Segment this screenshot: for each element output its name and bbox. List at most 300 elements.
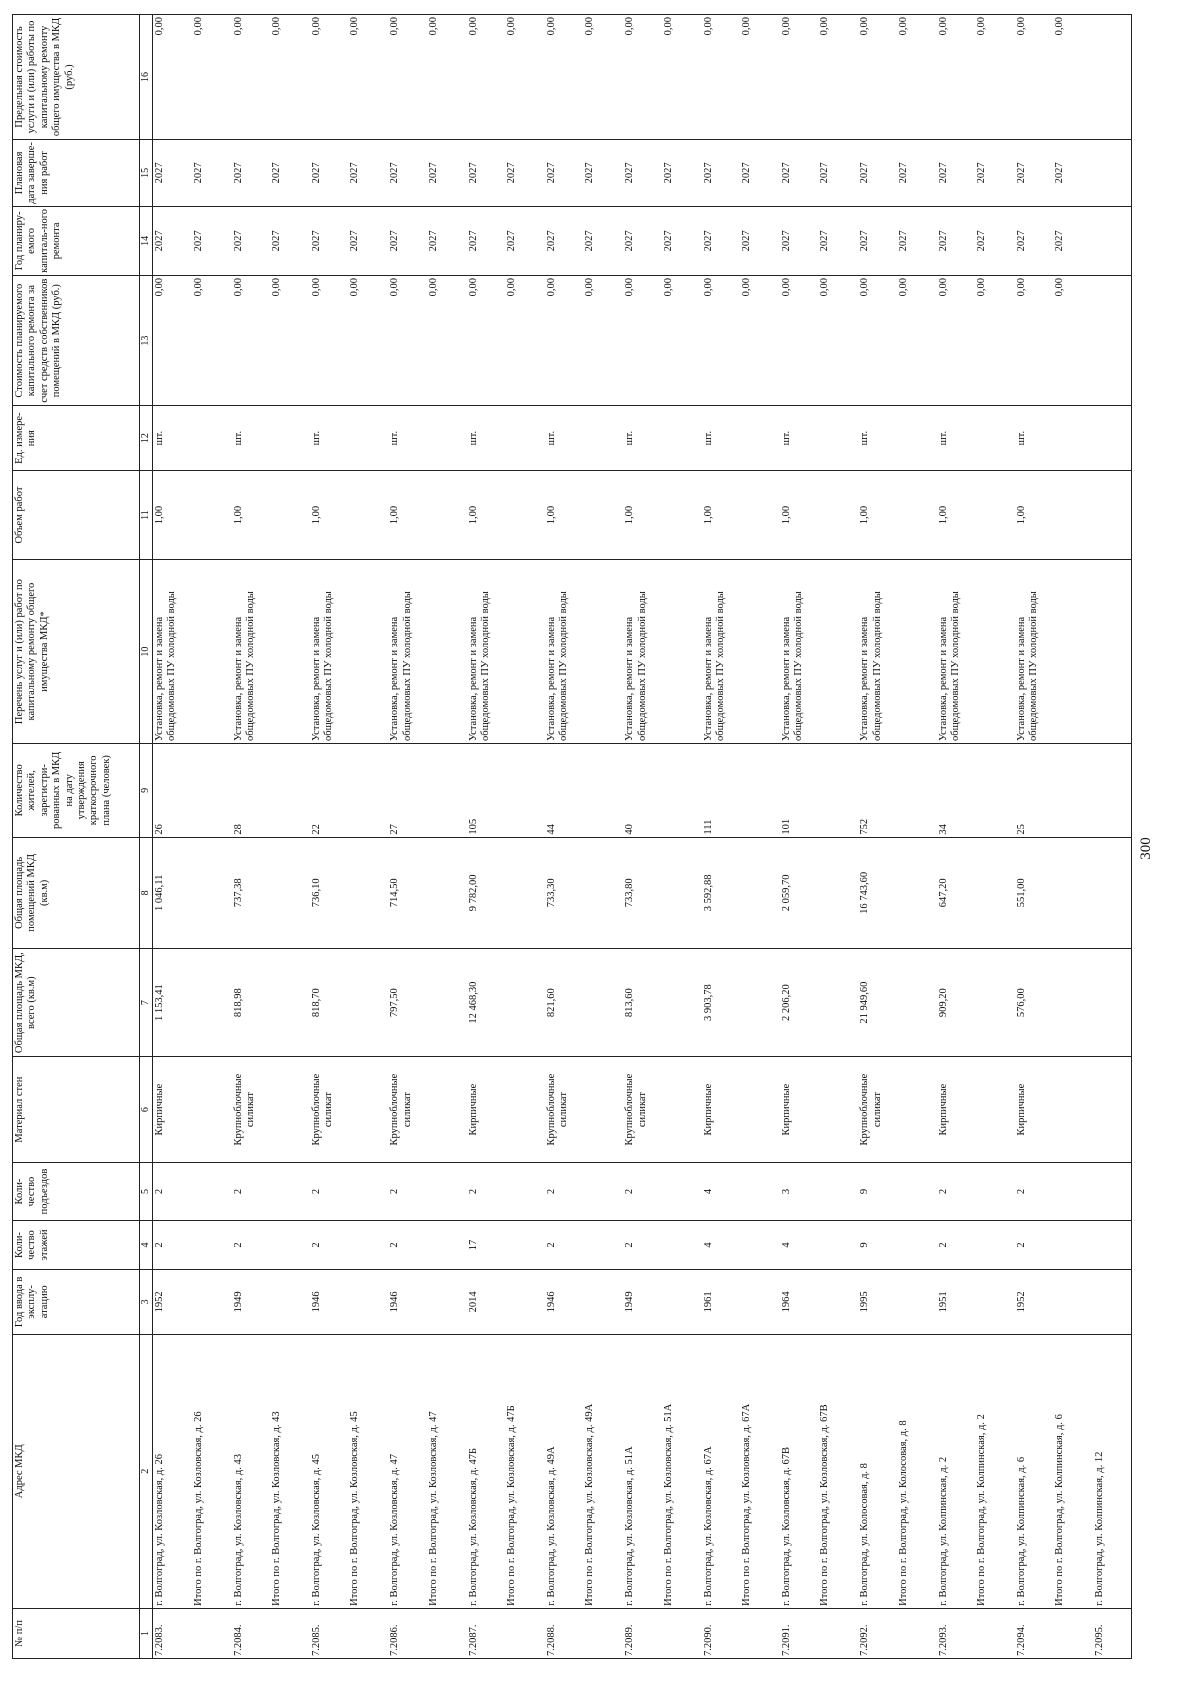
cell-floors: 2 [153,1221,192,1270]
cell-empty [505,470,545,559]
total-limit-cost: 0,00 [818,15,858,140]
cell-empty [1093,560,1131,744]
table-row [153,15,192,1659]
cell-empty [662,560,702,744]
cell-year: 1995 [858,1270,896,1335]
cell-empty [975,560,1015,744]
cell-area-rooms: 714,50 [388,837,426,948]
cell-empty [1093,206,1131,275]
cell-empty [583,1270,623,1335]
cell-empty [348,1221,388,1270]
header-cell: Год планиру-емого капиталь-ного ремонта [13,206,140,275]
total-year: 2027 [975,206,1015,275]
column-number: 1 [140,1608,153,1658]
cell-limit-cost: 0,00 [937,15,975,140]
total-year: 2027 [348,206,388,275]
cell-empty [818,406,858,471]
cell-empty [740,744,780,838]
cell-entrances: 9 [858,1163,896,1221]
cell-area-rooms: 551,00 [1015,837,1053,948]
cell-no: 7.2087. [467,1608,505,1658]
cell-empty [348,744,388,838]
cell-cost: 0,00 [388,275,426,405]
cell-empty [427,1057,467,1163]
cell-empty [505,1163,545,1221]
cell-limit-cost: 0,00 [310,15,348,140]
cell-cost: 0,00 [1015,275,1053,405]
cell-empty [975,1163,1015,1221]
cell-empty [1093,15,1131,140]
cell-empty [897,1057,937,1163]
cell-unit: шт. [937,406,975,471]
cell-year: 1952 [153,1270,192,1335]
table-row [232,15,270,1659]
total-row [192,15,232,1659]
cell-entrances: 2 [388,1163,426,1221]
cell-work: Установка, ремонт и замена общедомовых ПУ холодной воды [623,560,661,744]
total-year: 2027 [662,206,702,275]
cell-year-repair: 2027 [545,206,583,275]
header-cell: Коли-чество этажей [13,1221,140,1270]
cell-address: г. Волгоград, ул. Козловская, д. 49А [545,1334,583,1608]
cell-empty [192,1057,232,1163]
cell-empty [270,406,310,471]
cell-empty [505,1608,545,1658]
cell-empty [583,1608,623,1658]
cell-empty [1053,560,1093,744]
total-end-date: 2027 [270,139,310,206]
cell-empty [897,406,937,471]
cell-empty [1053,1057,1093,1163]
total-year: 2027 [583,206,623,275]
cell-empty [897,744,937,838]
header-cell: Плановая дата заверше-ния работ [13,139,140,206]
total-limit-cost: 0,00 [192,15,232,140]
cell-empty [897,1270,937,1335]
table-row [545,15,583,1659]
cell-empty [662,949,702,1057]
cell-empty [192,949,232,1057]
cell-empty [427,1270,467,1335]
cell-empty [975,1057,1015,1163]
cell-empty [740,560,780,744]
cell-area-rooms: 733,80 [623,837,661,948]
total-label: Итого по г. Волгоград, ул. Козловская, д. 67В [818,1334,858,1608]
cell-unit: шт. [780,406,818,471]
cell-limit-cost: 0,00 [858,15,896,140]
cell-end-year: 2027 [937,139,975,206]
cell-residents: 34 [937,744,975,838]
cell-empty [1053,949,1093,1057]
cell-empty [1053,744,1093,838]
cell-year: 1946 [545,1270,583,1335]
cell-empty [505,1221,545,1270]
total-label: Итого по г. Волгоград, ул. Колпинская, д. 2 [975,1334,1015,1608]
cell-unit: шт. [388,406,426,471]
cell-area-total: 2 206,20 [780,949,818,1057]
cell-empty [192,1221,232,1270]
total-end-date: 2027 [740,139,780,206]
cell-area-total: 813,60 [623,949,661,1057]
column-number: 13 [140,275,153,405]
cell-end-year: 2027 [702,139,740,206]
cell-empty [270,1270,310,1335]
cell-year-repair: 2027 [153,206,192,275]
cell-year: 1949 [232,1270,270,1335]
cell-volume: 1,00 [545,470,583,559]
cell-empty [740,470,780,559]
cell-empty [583,949,623,1057]
cell-empty [975,470,1015,559]
total-cost: 0,00 [192,275,232,405]
cell-empty [818,1057,858,1163]
cell-residents: 28 [232,744,270,838]
cell-empty [427,406,467,471]
cell-empty [662,406,702,471]
cell-empty [818,949,858,1057]
cell-empty [270,1057,310,1163]
table-row [1015,15,1053,1659]
cell-empty [583,744,623,838]
capital-repair-table [12,14,1132,1659]
cell-address: г. Волгоград, ул. Козловская, д. 67В [780,1334,818,1608]
total-limit-cost: 0,00 [583,15,623,140]
cell-year-repair: 2027 [467,206,505,275]
cell-empty [270,949,310,1057]
cell-empty [270,1163,310,1221]
cell-wall: Крупноблочные силикат [623,1057,661,1163]
cell-entrances: 2 [937,1163,975,1221]
page-number: 300 [1138,837,1154,860]
cell-floors: 2 [623,1221,661,1270]
total-year: 2027 [192,206,232,275]
cell-empty [348,837,388,948]
cell-volume: 1,00 [232,470,270,559]
column-number: 15 [140,139,153,206]
cell-entrances: 2 [545,1163,583,1221]
cell-empty [427,1608,467,1658]
total-end-date: 2027 [192,139,232,206]
cell-empty [740,1221,780,1270]
table-row [467,15,505,1659]
cell-unit: шт. [545,406,583,471]
cell-no: 7.2093. [937,1608,975,1658]
total-limit-cost: 0,00 [505,15,545,140]
column-number: 6 [140,1057,153,1163]
cell-wall: Кирпичные [702,1057,740,1163]
table-row [780,15,818,1659]
cell-entrances: 2 [1015,1163,1053,1221]
cell-limit-cost: 0,00 [545,15,583,140]
cell-empty [427,949,467,1057]
cell-entrances: 2 [232,1163,270,1221]
column-number: 16 [140,15,153,140]
cell-year-repair: 2027 [310,206,348,275]
total-cost: 0,00 [897,275,937,405]
cell-unit: шт. [232,406,270,471]
cell-year: 1951 [937,1270,975,1335]
column-number: 14 [140,206,153,275]
cell-empty [975,1608,1015,1658]
cell-area-total: 1 153,41 [153,949,192,1057]
cell-cost: 0,00 [858,275,896,405]
cell-end-year: 2027 [858,139,896,206]
cell-empty [1053,1163,1093,1221]
cell-floors: 2 [937,1221,975,1270]
total-row [662,15,702,1659]
column-number: 2 [140,1334,153,1608]
total-cost: 0,00 [740,275,780,405]
cell-no: 7.2095. [1093,1608,1131,1658]
cell-wall: Кирпичные [780,1057,818,1163]
cell-empty [505,1270,545,1335]
cell-year: 1946 [388,1270,426,1335]
cell-empty [348,1163,388,1221]
cell-empty [818,560,858,744]
cell-empty [662,744,702,838]
cell-address: г. Волгоград, ул. Козловская, д. 43 [232,1334,270,1608]
total-limit-cost: 0,00 [270,15,310,140]
cell-empty [348,470,388,559]
cell-empty [662,1163,702,1221]
cell-address: г. Волгоград, ул. Козловская, д. 67А [702,1334,740,1608]
column-number: 7 [140,949,153,1057]
header-cell: Коли-чество подъездов [13,1163,140,1221]
total-limit-cost: 0,00 [897,15,937,140]
cell-floors: 4 [780,1221,818,1270]
total-label: Итого по г. Волгоград, ул. Козловская, д. 47 [427,1334,467,1608]
cell-empty [270,560,310,744]
cell-area-total: 576,00 [1015,949,1053,1057]
cell-empty [348,406,388,471]
cell-empty [975,949,1015,1057]
table-row [1093,15,1131,1659]
cell-unit: шт. [702,406,740,471]
cell-empty [1093,139,1131,206]
cell-empty [818,744,858,838]
column-number: 9 [140,744,153,838]
cell-empty [740,1270,780,1335]
cell-entrances: 2 [153,1163,192,1221]
cell-end-year: 2027 [545,139,583,206]
cell-area-total: 909,20 [937,949,975,1057]
cell-cost: 0,00 [623,275,661,405]
total-cost: 0,00 [662,275,702,405]
total-label: Итого по г. Волгоград, ул. Козловская, д. 49А [583,1334,623,1608]
total-cost: 0,00 [1053,275,1093,405]
cell-residents: 752 [858,744,896,838]
cell-empty [1093,1163,1131,1221]
total-cost: 0,00 [975,275,1015,405]
cell-year-repair: 2027 [858,206,896,275]
total-year: 2027 [270,206,310,275]
cell-entrances: 2 [467,1163,505,1221]
cell-cost: 0,00 [232,275,270,405]
cell-empty [1053,1221,1093,1270]
cell-empty [505,406,545,471]
header-cell: № п/п [13,1608,140,1658]
cell-empty [975,744,1015,838]
cell-empty [427,1163,467,1221]
column-number: 12 [140,406,153,471]
total-end-date: 2027 [583,139,623,206]
cell-unit: шт. [858,406,896,471]
cell-empty [975,837,1015,948]
total-cost: 0,00 [583,275,623,405]
cell-empty [662,1270,702,1335]
total-cost: 0,00 [818,275,858,405]
cell-address: г. Волгоград, ул. Козловская, д. 47 [388,1334,426,1608]
cell-cost: 0,00 [780,275,818,405]
cell-wall: Крупноблочные силикат [545,1057,583,1163]
cell-empty [427,560,467,744]
cell-empty [1093,1221,1131,1270]
cell-empty [505,949,545,1057]
cell-no: 7.2083. [153,1608,192,1658]
cell-work: Установка, ремонт и замена общедомовых ПУ холодной воды [467,560,505,744]
cell-limit-cost: 0,00 [623,15,661,140]
cell-empty [427,837,467,948]
cell-empty [583,406,623,471]
total-row [1053,15,1093,1659]
cell-empty [192,837,232,948]
total-year: 2027 [427,206,467,275]
cell-residents: 40 [623,744,661,838]
total-row [505,15,545,1659]
cell-unit: шт. [153,406,192,471]
cell-address: г. Волгоград, ул. Колпинская, д. 6 [1015,1334,1053,1608]
cell-cost: 0,00 [467,275,505,405]
column-number: 11 [140,470,153,559]
cell-year: 1949 [623,1270,661,1335]
cell-floors: 2 [1015,1221,1053,1270]
cell-empty [1053,837,1093,948]
total-cost: 0,00 [348,275,388,405]
total-year: 2027 [1053,206,1093,275]
cell-end-year: 2027 [780,139,818,206]
cell-area-rooms: 737,38 [232,837,270,948]
cell-residents: 26 [153,744,192,838]
cell-wall: Кирпичные [1015,1057,1053,1163]
cell-empty [1053,470,1093,559]
total-end-date: 2027 [818,139,858,206]
cell-limit-cost: 0,00 [232,15,270,140]
cell-entrances: 2 [623,1163,661,1221]
total-row [818,15,858,1659]
cell-empty [427,470,467,559]
cell-year-repair: 2027 [388,206,426,275]
cell-empty [348,1608,388,1658]
cell-end-year: 2027 [1015,139,1053,206]
cell-no: 7.2094. [1015,1608,1053,1658]
cell-empty [740,949,780,1057]
total-end-date: 2027 [427,139,467,206]
cell-limit-cost: 0,00 [702,15,740,140]
cell-year: 2014 [467,1270,505,1335]
cell-end-year: 2027 [388,139,426,206]
total-label: Итого по г. Волгоград, ул. Козловская, д. 45 [348,1334,388,1608]
table-row [937,15,975,1659]
cell-empty [897,470,937,559]
cell-volume: 1,00 [858,470,896,559]
cell-work: Установка, ремонт и замена общедомовых ПУ холодной воды [702,560,740,744]
table-row [623,15,661,1659]
cell-floors: 2 [232,1221,270,1270]
cell-area-total: 818,98 [232,949,270,1057]
total-label: Итого по г. Волгоград, ул. Козловская, д. 26 [192,1334,232,1608]
header-cell: Общая площадь МКД, всего (кв.м) [13,949,140,1057]
total-year: 2027 [897,206,937,275]
cell-address: г. Волгоград, ул. Козловская, д. 26 [153,1334,192,1608]
total-row [348,15,388,1659]
total-year: 2027 [740,206,780,275]
total-year: 2027 [818,206,858,275]
cell-empty [1093,470,1131,559]
cell-year-repair: 2027 [1015,206,1053,275]
cell-area-rooms: 736,10 [310,837,348,948]
cell-wall: Кирпичные [153,1057,192,1163]
cell-empty [583,1057,623,1163]
cell-empty [270,1221,310,1270]
total-cost: 0,00 [270,275,310,405]
cell-year-repair: 2027 [623,206,661,275]
cell-work: Установка, ремонт и замена общедомовых ПУ холодной воды [310,560,348,744]
total-label: Итого по г. Волгоград, ул. Козловская, д. 43 [270,1334,310,1608]
header-cell: Общая площадь помещений МКД (кв.м) [13,837,140,948]
cell-end-year: 2027 [232,139,270,206]
cell-end-year: 2027 [623,139,661,206]
cell-area-total: 12 468,30 [467,949,505,1057]
cell-empty [740,1608,780,1658]
cell-empty [1053,1270,1093,1335]
total-label: Итого по г. Волгоград, ул. Козловская, д. 51А [662,1334,702,1608]
cell-empty [270,837,310,948]
total-limit-cost: 0,00 [662,15,702,140]
cell-volume: 1,00 [623,470,661,559]
cell-floors: 4 [702,1221,740,1270]
cell-year: 1961 [702,1270,740,1335]
cell-entrances: 4 [702,1163,740,1221]
cell-area-total: 21 949,60 [858,949,896,1057]
total-row [270,15,310,1659]
cell-area-total: 818,70 [310,949,348,1057]
cell-empty [192,744,232,838]
cell-no: 7.2084. [232,1608,270,1658]
total-limit-cost: 0,00 [740,15,780,140]
table-row [388,15,426,1659]
cell-empty [740,1057,780,1163]
cell-no: 7.2091. [780,1608,818,1658]
cell-empty [1053,406,1093,471]
cell-cost: 0,00 [153,275,192,405]
cell-empty [897,1221,937,1270]
table-row [310,15,348,1659]
cell-no: 7.2092. [858,1608,896,1658]
table-row [702,15,740,1659]
table-row [858,15,896,1659]
cell-empty [583,837,623,948]
cell-volume: 1,00 [310,470,348,559]
cell-empty [818,1270,858,1335]
cell-area-total: 821,60 [545,949,583,1057]
cell-empty [1093,837,1131,948]
cell-address: г. Волгоград, ул. Козловская, д. 45 [310,1334,348,1608]
total-limit-cost: 0,00 [348,15,388,140]
cell-empty [1053,1608,1093,1658]
cell-volume: 1,00 [780,470,818,559]
cell-empty [192,470,232,559]
cell-area-rooms: 647,20 [937,837,975,948]
